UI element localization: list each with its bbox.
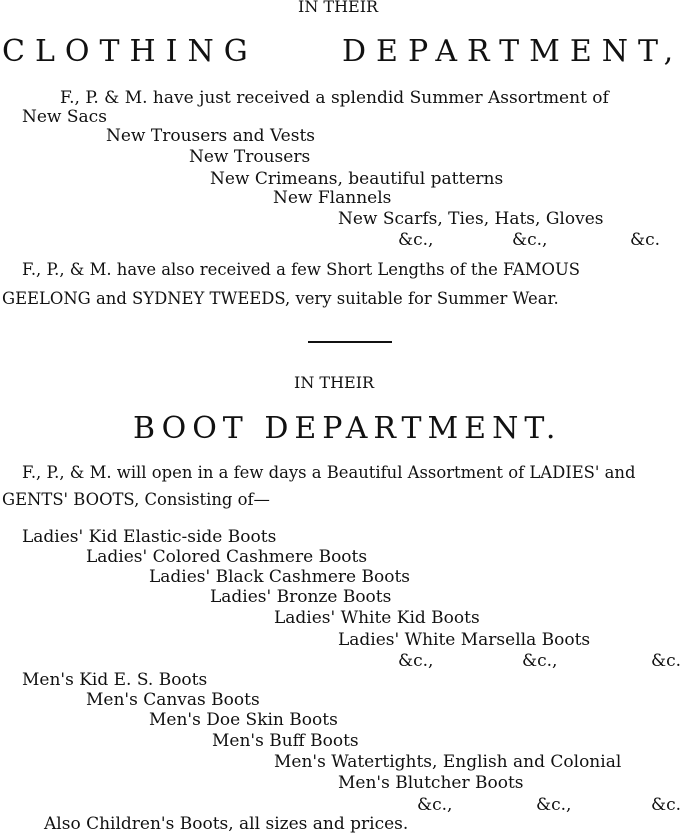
clothing-pre-heading: IN THEIR bbox=[298, 0, 379, 16]
section-divider bbox=[308, 341, 392, 343]
clothing-intro: F., P. & M. have just received a splendid Summer Assortment of bbox=[60, 88, 609, 108]
clothing-item: New Trousers bbox=[189, 147, 311, 167]
clothing-etc: &c., bbox=[398, 230, 434, 250]
mens-item: Men's Canvas Boots bbox=[86, 690, 260, 710]
mens-etc: &c., bbox=[417, 795, 453, 815]
clothing-item: New Flannels bbox=[273, 188, 392, 208]
ladies-item: Ladies' Black Cashmere Boots bbox=[149, 567, 411, 587]
clothing-item: New Sacs bbox=[22, 107, 107, 127]
ladies-item: Ladies' Bronze Boots bbox=[210, 587, 392, 607]
clothing-etc: &c. bbox=[630, 230, 661, 250]
clothing-item: New Crimeans, beautiful patterns bbox=[210, 169, 504, 189]
boot-pre-heading: IN THEIR bbox=[294, 373, 375, 392]
clothing-heading-left: CLOTHING bbox=[2, 34, 258, 69]
ladies-item: Ladies' White Marsella Boots bbox=[338, 630, 591, 650]
mens-item: Men's Blutcher Boots bbox=[338, 773, 524, 793]
mens-etc: &c., bbox=[536, 795, 572, 815]
ladies-etc: &c., bbox=[522, 651, 558, 671]
clothing-heading-right: DEPARTMENT, bbox=[342, 34, 684, 69]
boot-heading: BOOT DEPARTMENT. bbox=[133, 411, 562, 446]
boot-intro-line1: F., P., & M. will open in a few days a Beautiful Assortment of LADIES' and bbox=[22, 463, 636, 482]
children-line: Also Children's Boots, all sizes and prices. bbox=[44, 814, 409, 834]
mens-item: Men's Kid E. S. Boots bbox=[22, 670, 208, 690]
ladies-etc: &c. bbox=[651, 651, 682, 671]
ladies-item: Ladies' Colored Cashmere Boots bbox=[86, 547, 368, 567]
ladies-item: Ladies' White Kid Boots bbox=[274, 608, 480, 628]
clothing-item: New Trousers and Vests bbox=[106, 126, 316, 146]
ladies-item: Ladies' Kid Elastic-side Boots bbox=[22, 527, 277, 547]
mens-item: Men's Doe Skin Boots bbox=[149, 710, 338, 730]
clothing-item: New Scarfs, Ties, Hats, Gloves bbox=[338, 209, 604, 229]
clothing-etc: &c., bbox=[512, 230, 548, 250]
clothing-also-line1: F., P., & M. have also received a few Short Lengths of the FAMOUS bbox=[22, 260, 581, 279]
mens-item: Men's Watertights, English and Colonial bbox=[274, 752, 622, 772]
mens-item: Men's Buff Boots bbox=[212, 731, 359, 751]
ladies-etc: &c., bbox=[398, 651, 434, 671]
clothing-also-line2: GEELONG and SYDNEY TWEEDS, very suitable for Summer Wear. bbox=[2, 289, 559, 308]
boot-intro-line2: GENTS' BOOTS, Consisting of— bbox=[2, 490, 270, 509]
mens-etc: &c. bbox=[651, 795, 682, 815]
